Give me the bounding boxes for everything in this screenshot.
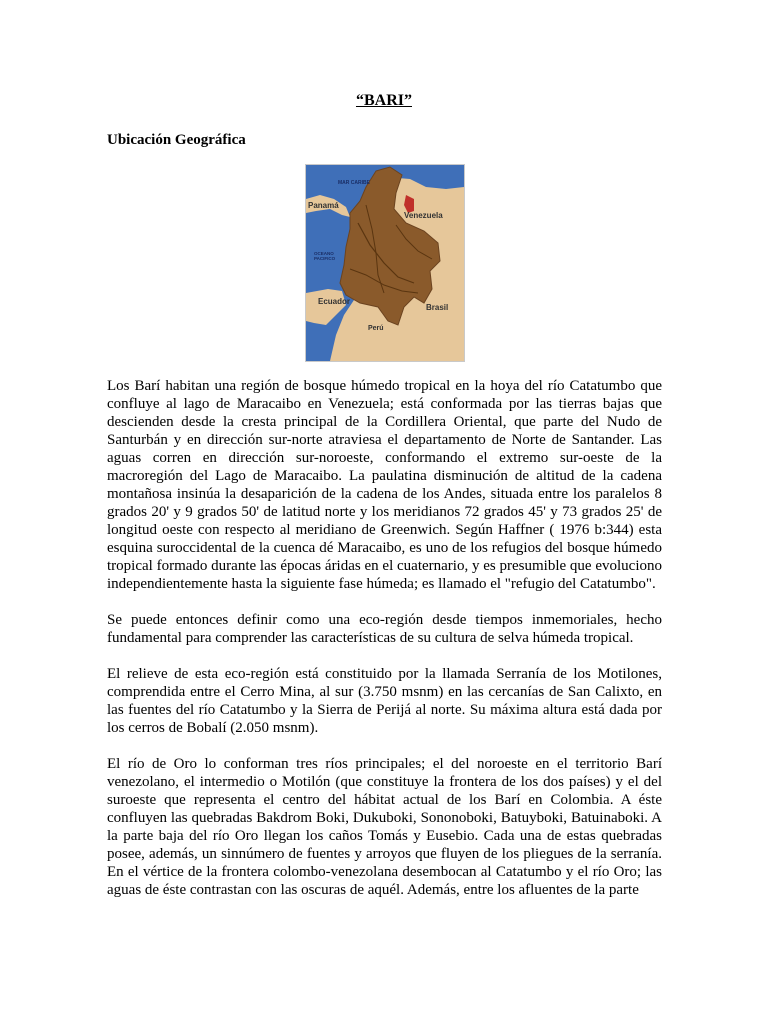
map-label-peru: Perú — [368, 325, 384, 332]
paragraph: El relieve de esta eco-región está constituido por la llamada Serranía de los Motilones, comprendida entre el Cerro Mina, al sur (3.750 msnm) en las cercanías de San Calixto, en las fuentes del río Catatumbo y la Sierra de Perijá al norte. Su máxima altura está dada por los cerros de Bobalí (2.050 msnm). — [107, 666, 662, 736]
body-text — [107, 377, 662, 917]
paragraph: Se puede entonces definir como una eco-región desde tiempos inmemoriales, hecho fundamental para comprender las características de su cultura de selva húmeda tropical. — [107, 612, 662, 646]
colombia-map-image — [305, 164, 465, 362]
map-label-ecuador: Ecuador — [318, 297, 351, 306]
map-label-brasil: Brasil — [426, 303, 449, 312]
document-title: “BARI” — [355, 92, 412, 109]
section-heading: Ubicación Geográfica — [107, 132, 246, 148]
paragraph: Los Barí habitan una región de bosque húmedo tropical en la hoya del río Catatumbo que confluye al lago de Maracaibo en Venezuela; está conformada por las tierras bajas que descienden desde la cresta principal de la Cordillera Oriental, que parte del Nudo de Santurbán y en dirección sur-norte atraviesa el departamento de Norte de Santander. Las aguas corren en dirección sur-noroeste, conformando el extremo sur-oeste de la macroregión del Lago de Maracaibo. La paulatina disminución de altitud de la cadena montañosa insinúa la desaparición de la cadena de los Andes, situada entre los paralelos 8 grados 20' y 9 grados 50' de latitud norte y los meridianos 72 grados 45' y 73 grados 25' de longitud oeste con respecto al meridiano de Greenwich. Según Haffner ( 1976 b:344) esta esquina suroccidental de la cuenca dé Maracaibo, es uno de los refugios del bosque húmedo tropical formado durante las épocas áridas en el cuaternario, y es presumible que evoluciono independientemente hasta la siguiente fase húmeda; es llamado el "refugio del Catatumbo". — [107, 378, 662, 592]
paragraph: El río de Oro lo conforman tres ríos principales; el del noroeste en el territorio Barí venezolano, el intermedio o Motilón (que constituye la frontera de los dos países) y el del suroeste que representa el centro del hábitat actual de los Barí en Colombia. A éste confluyen las quebradas Bakdrom Boki, Dukuboki, Sononoboki, Batuyboki, Batuinaboki. A la parte baja del río Oro llegan los caños Tomás y Eusebio. Cada una de estas quebradas posee, además, un sinnúmero de fuentes y arroyos que fluyen de los pliegues de la serranía. En el vértice de la frontera colombo-venezolana desembocan al Catatumbo y el río Oro; las aguas de éste contrastan con las oscuras de aquél. Además, entre los afluentes de la parte — [107, 756, 662, 898]
map-label-venezuela: Venezuela — [404, 211, 443, 220]
map-label-pacifico: OCEANO PACIFICO — [314, 251, 336, 261]
map-graphic — [306, 165, 464, 361]
map-label-caribe: MAR CARIBE — [338, 180, 370, 186]
map-label-panama: Panamá — [308, 201, 339, 210]
